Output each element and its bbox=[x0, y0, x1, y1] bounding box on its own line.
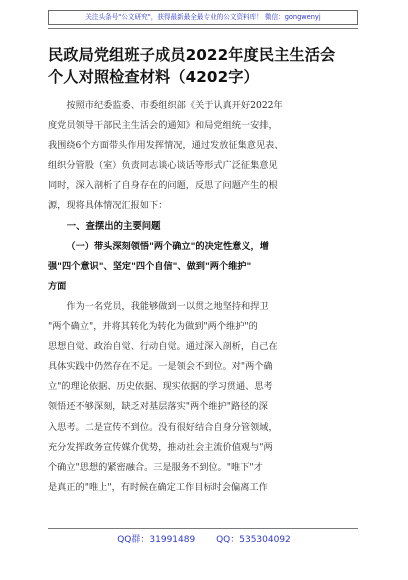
footer-rule bbox=[48, 528, 358, 529]
text-line: 思想自觉、政治自觉、行动自觉。通过深入剖析，自己在 bbox=[48, 341, 278, 353]
text-line: 领悟还不够深刻，缺乏对基层落实"两个维护"路径的深 bbox=[48, 401, 268, 413]
text-line: "两个确立"，并将其转化为转化为做到"两个维护"的 bbox=[48, 321, 258, 333]
document-title bbox=[48, 44, 360, 88]
title-line: 民政局党组班子成员2022年度民主生活会 bbox=[48, 46, 336, 64]
document-body bbox=[48, 96, 360, 498]
heading-line: （一）带头深刻领悟"两个确立"的决定性意义，增 bbox=[66, 240, 269, 252]
text-line: 是真正的"唯上"，有时候在确定工作目标时会偏离工作 bbox=[48, 481, 268, 493]
promo-banner: 关注头条号"公文研究"，获得最新最全最专业的公文资料库！ 微信：gongwenyj bbox=[48, 10, 358, 25]
header-rule bbox=[48, 28, 358, 29]
text-line: 同时，深入剖析了自身存在的问题，反思了问题产生的根 bbox=[48, 180, 278, 192]
qq-number: QQ：535304092 bbox=[216, 535, 291, 545]
text-line: 立"的理论依据、历史依据、现实依据的学习贯通、思考 bbox=[48, 381, 273, 393]
qq-group-number: QQ群：31991489 bbox=[117, 535, 196, 545]
text-line: 作为一名党员，我能够做到一以贯之地坚持和捍卫 bbox=[66, 300, 269, 312]
text-line: 个确立"思想的紧密融合。三是服务不到位。"唯下"才 bbox=[48, 461, 263, 473]
body-paragraph bbox=[48, 297, 360, 498]
text-line: 组织分管股（室）负责同志谈心谈话等形式广泛征集意见 bbox=[48, 160, 278, 172]
heading-line: 方面 bbox=[48, 280, 67, 292]
contact-footer bbox=[48, 532, 360, 545]
heading-line: 强"四个意识"、坚定"四个自信"、做到"两个维护" bbox=[48, 260, 252, 272]
subsection-heading bbox=[48, 237, 360, 297]
text-line: 源，现将具体情况汇报如下： bbox=[48, 200, 168, 212]
text-line: 按照市纪委监委、市委组织部《关于认真开好2022年 bbox=[66, 100, 283, 111]
text-line: 度党员领导干部民主生活会的通知》和局党组统一安排， bbox=[48, 120, 278, 132]
text-line: 充分发挥政务宣传媒介优势，推动社会主流价值观与"两 bbox=[48, 441, 273, 453]
intro-paragraph bbox=[48, 96, 360, 217]
title-line: 个人对照检查材料（4202字） bbox=[48, 68, 259, 86]
text-line: 入思考。二是宣传不到位。没有很好结合自身分管领域， bbox=[48, 421, 278, 433]
section-heading: 一、查摆出的主要问题 bbox=[66, 220, 161, 232]
text-line: 具体实践中仍然存在不足。一是领会不到位。对"两个确 bbox=[48, 361, 273, 373]
text-line: 我围绕6个方面带头作用发挥情况，通过发放征集意见表、 bbox=[48, 140, 284, 152]
